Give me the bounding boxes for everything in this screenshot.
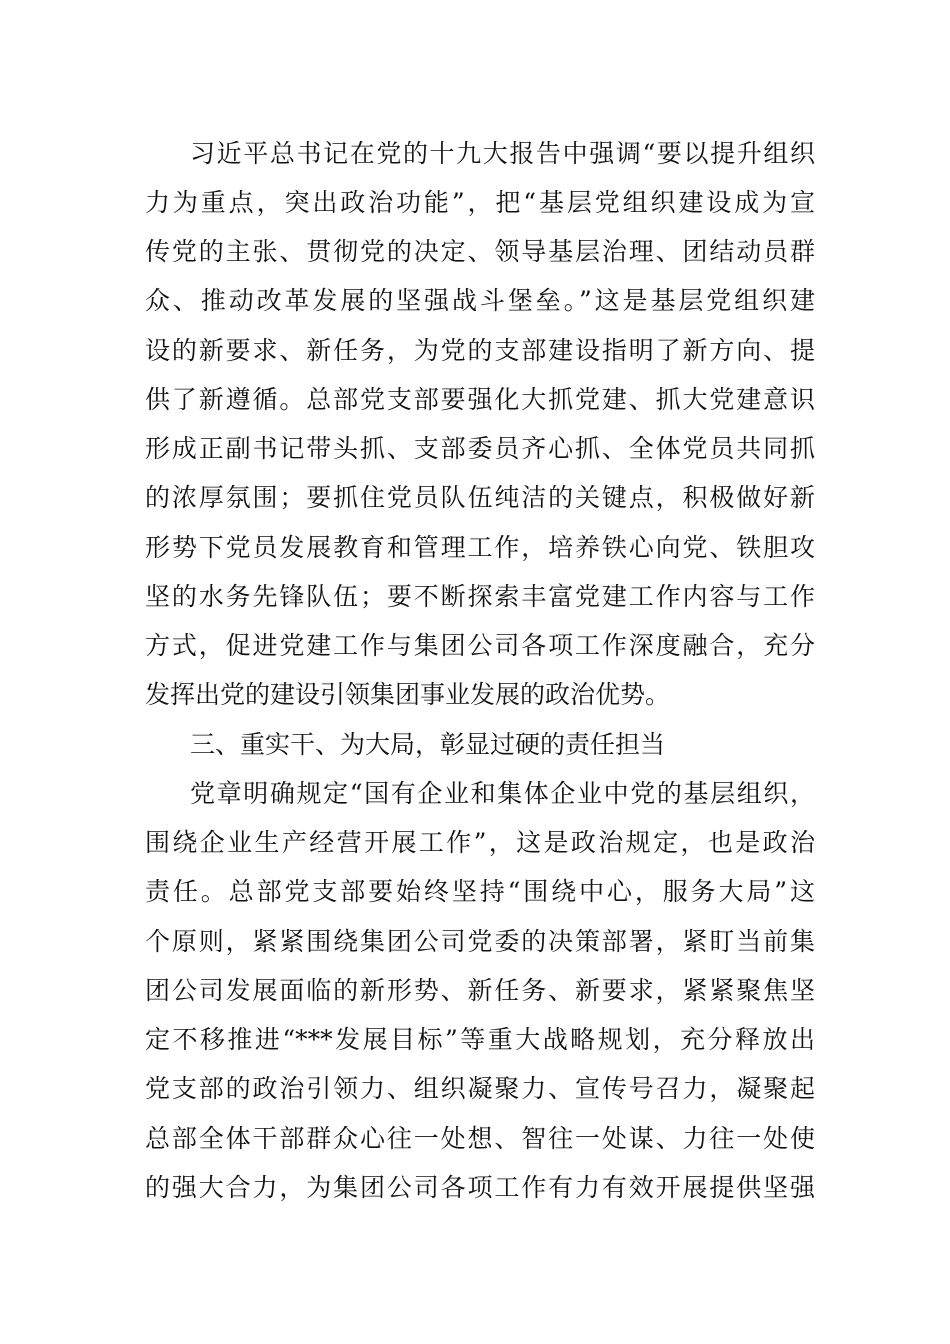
paragraph-2-line-1: 党章明确规定“国有企业和集体企业中党的基层组织， [190,779,815,808]
paragraph-1-line-12: 发挥出党的建设引领集团事业发展的政治优势。 [145,680,671,709]
paragraph-2-line-6: 定不移推进“***发展目标”等重大战略规划，充分释放出 [145,1025,815,1054]
paragraph-1-line-8: 的浓厚氛围；要抓住党员队伍纯洁的关键点，积极做好新 [145,483,815,512]
paragraph-2-line-4: 个原则，紧紧围绕集团公司党委的决策部署，紧盯当前集 [145,927,815,956]
paragraph-1-line-5: 设的新要求、新任务，为党的支部建设指明了新方向、提 [145,336,815,365]
paragraph-2-line-3: 责任。总部党支部要始终坚持“围绕中心，服务大局”这 [145,877,815,906]
paragraph-2-line-2: 围绕企业生产经营开展工作”，这是政治规定，也是政治 [145,828,815,857]
paragraph-1-line-9: 形势下党员发展教育和管理工作，培养铁心向党、铁胆攻 [145,533,815,562]
section-heading: 三、重实干、为大局，彰显过硬的责任担当 [190,730,666,759]
paragraph-2-line-8: 总部全体干部群众心往一处想、智往一处谋、力往一处使 [145,1124,815,1153]
paragraph-1-line-6: 供了新遵循。总部党支部要强化大抓党建、抓大党建意识 [145,385,815,414]
paragraph-2-line-9: 的强大合力，为集团公司各项工作有力有效开展提供坚强 [145,1173,815,1202]
paragraph-1-line-3: 传党的主张、贯彻党的决定、领导基层治理、团结动员群 [145,237,815,266]
paragraph-1-line-1: 习近平总书记在党的十九大报告中强调“要以提升组织 [190,139,815,168]
paragraph-1-line-11: 方式，促进党建工作与集团公司各项工作深度融合，充分 [145,631,815,660]
paragraph-2-line-5: 团公司发展面临的新形势、新任务、新要求，紧紧聚焦坚 [145,976,815,1005]
paragraph-1-line-7: 形成正副书记带头抓、支部委员齐心抓、全体党员共同抓 [145,434,815,463]
paragraph-1-line-4: 众、推动改革发展的坚强战斗堡垒。”这是基层党组织建 [145,286,815,315]
paragraph-1-line-2: 力为重点，突出政治功能”，把“基层党组织建设成为宣 [145,188,815,217]
paragraph-2-line-7: 党支部的政治引领力、组织凝聚力、宣传号召力，凝聚起 [145,1074,815,1103]
paragraph-1-line-10: 坚的水务先锋队伍；要不断探索丰富党建工作内容与工作 [145,582,815,611]
